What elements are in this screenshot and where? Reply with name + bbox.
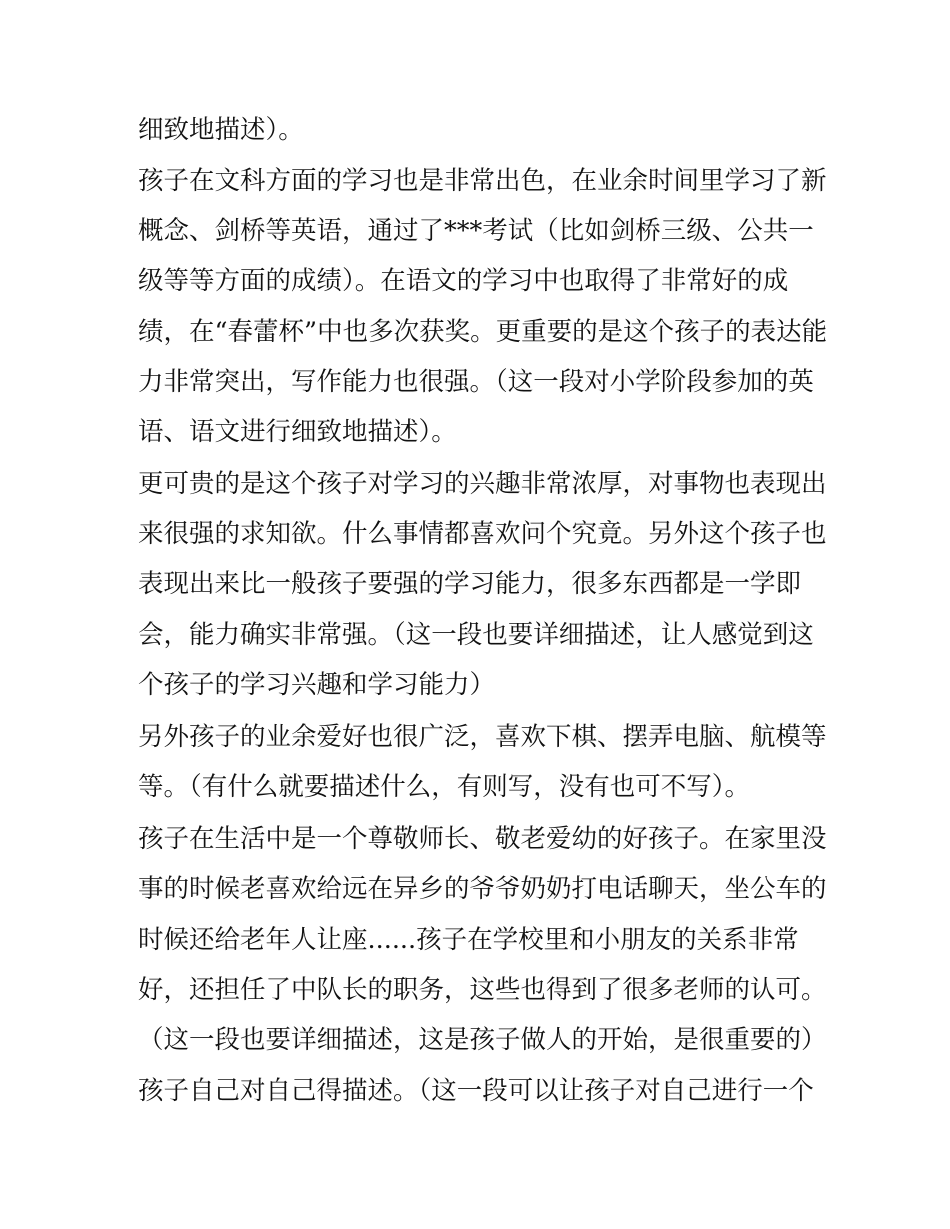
- text-line-3: 概念、剑桥等英语，通过了***考试（比如剑桥三级、公共一: [138, 216, 814, 246]
- text-line-5: 绩，在“春蕾杯”中也多次获奖。更重要的是这个孩子的表达能: [138, 317, 828, 347]
- text-line-13: 另外孩子的业余爱好也很广泛，喜欢下棋、摆弄电脑、航模等: [138, 722, 827, 752]
- text-line-7: 语、语文进行细致地描述）。: [138, 417, 457, 447]
- text-line-14: 等。（有什么就要描述什么，有则写，没有也可不写）。: [138, 772, 751, 802]
- text-line-17: 时候还给老年人让座......孩子在学校里和小朋友的关系非常: [138, 925, 799, 955]
- text-line-1: 细致地描述）。: [138, 115, 304, 145]
- text-line-16: 事的时候老喜欢给远在异乡的爷爷奶奶打电话聊天，坐公车的: [138, 874, 827, 904]
- text-line-19: （这一段也要详细描述，这是孩子做人的开始，是很重要的）: [138, 1025, 827, 1055]
- text-line-18: 好，还担任了中队长的职务，这些也得到了很多老师的认可。: [138, 975, 827, 1005]
- text-line-10: 表现出来比一般孩子要强的学习能力，很多东西都是一学即: [138, 569, 802, 599]
- text-line-12: 个孩子的学习兴趣和学习能力）: [138, 670, 496, 700]
- text-line-15: 孩子在生活中是一个尊敬师长、敬老爱幼的好孩子。在家里没: [138, 824, 827, 854]
- text-line-8: 更可贵的是这个孩子对学习的兴趣非常浓厚，对事物也表现出: [138, 469, 827, 499]
- text-line-2: 孩子在文科方面的学习也是非常出色，在业余时间里学习了新: [138, 166, 827, 196]
- text-line-6: 力非常突出，写作能力也很强。（这一段对小学阶段参加的英: [138, 367, 814, 397]
- text-line-4: 级等等方面的成绩）。在语文的学习中也取得了非常好的成: [138, 266, 789, 296]
- text-line-9: 来很强的求知欲。什么事情都喜欢问个究竟。另外这个孩子也: [138, 519, 827, 549]
- text-line-11: 会，能力确实非常强。（这一段也要详细描述，让人感觉到这: [138, 620, 814, 650]
- text-line-20: 孩子自己对自己得描述。（这一段可以让孩子对自己进行一个: [138, 1076, 814, 1106]
